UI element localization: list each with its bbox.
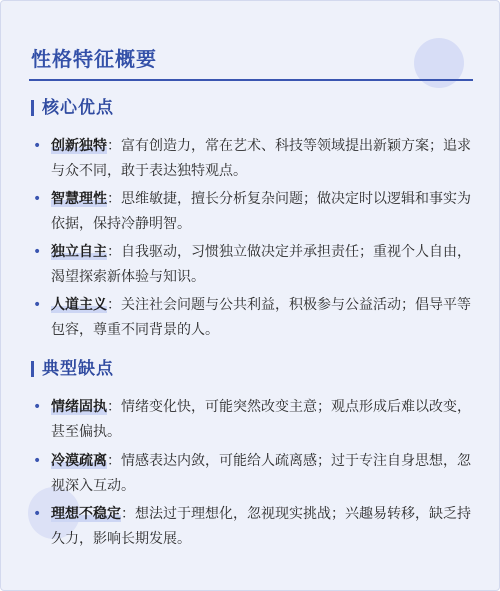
section-heading-weaknesses (31, 357, 114, 381)
list-item-weakness-2 (33, 449, 478, 499)
bullet-icon: • (33, 506, 42, 522)
list-item-strength-3 (33, 240, 478, 290)
item-term: 创新独特 (51, 138, 107, 154)
item-term: 冷漠疏离 (51, 453, 107, 469)
item-term: 人道主义 (51, 297, 107, 313)
section-bar-icon (31, 361, 34, 377)
bullet-icon: • (33, 297, 42, 313)
item-term: 情绪固执 (51, 399, 107, 415)
item-term: 智慧理性 (51, 191, 107, 207)
list-item-weakness-1 (33, 395, 478, 445)
list-item-weakness-3 (33, 502, 478, 552)
list-item-strength-4 (33, 293, 478, 343)
page-title: 性格特征概要 (31, 47, 157, 71)
bullet-icon: • (33, 244, 42, 260)
item-text: ：富有创造力，常在艺术、科技等领域提出新颖方案；追求与众不同，敢于表达独特观点。 (51, 138, 471, 179)
bullet-icon: • (33, 453, 42, 469)
item-term: 独立自主 (51, 244, 107, 260)
list-item-strength-2 (33, 187, 478, 237)
item-text: ：情感表达内敛，可能给人疏离感；过于专注自身思想，忽视深入互动。 (51, 453, 471, 494)
section-heading-text: 典型缺点 (42, 359, 114, 379)
section-heading-text: 核心优点 (42, 98, 114, 118)
item-text: ：想法过于理想化，忽视现实挑战；兴趣易转移，缺乏持久力，影响长期发展。 (51, 506, 471, 547)
list-item-strength-1 (33, 134, 478, 184)
item-text: ：思维敏捷，擅长分析复杂问题；做决定时以逻辑和事实为依据，保持冷静明智。 (51, 191, 471, 232)
title-divider (29, 79, 473, 81)
section-bar-icon (31, 100, 34, 116)
item-text: ：关注社会问题与公共利益，积极参与公益活动；倡导平等包容，尊重不同背景的人。 (51, 297, 471, 338)
item-text: ：情绪变化快，可能突然改变主意；观点形成后难以改变，甚至偏执。 (51, 399, 471, 440)
bullet-icon: • (33, 191, 42, 207)
section-heading-strengths (31, 96, 114, 120)
item-term: 理想不稳定 (51, 506, 121, 522)
item-text: ：自我驱动，习惯独立做决定并承担责任；重视个人自由，渴望探索新体验与知识。 (51, 244, 471, 285)
bullet-icon: • (33, 399, 42, 415)
bullet-icon: • (33, 138, 42, 154)
